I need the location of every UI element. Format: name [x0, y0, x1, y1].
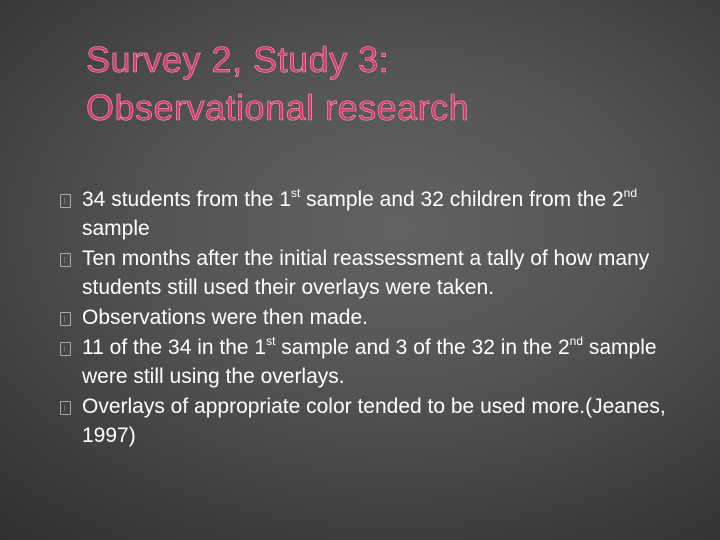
- bullet-text-part: sample were still using the overlays.: [82, 336, 657, 388]
- bullet-text-part: Observations were then made.: [82, 306, 368, 329]
- bullet-text: [82, 306, 368, 329]
- bullet-item: [82, 303, 682, 332]
- square-bullet-icon: [60, 312, 71, 326]
- bullet-list: [82, 185, 682, 451]
- square-bullet-icon: [60, 401, 71, 415]
- bullet-item: [82, 333, 682, 391]
- bullet-text-part: sample and 3 of the 32 in the 2: [275, 336, 570, 359]
- slide-title: [86, 36, 686, 132]
- bullet-text-part: 11 of the 34 in the 1: [82, 336, 267, 359]
- ordinal-suffix: st: [266, 334, 276, 348]
- bullet-text: [82, 188, 637, 240]
- title-line-1: Survey 2, Study 3:: [86, 39, 390, 80]
- bullet-text: [82, 395, 666, 447]
- square-bullet-icon: [60, 342, 71, 356]
- square-bullet-icon: [60, 253, 71, 267]
- bullet-text-part: sample: [82, 217, 150, 240]
- bullet-text-part: Ten months after the initial reassessment a tally of how many students still used their overlays were taken.: [82, 247, 650, 299]
- ordinal-suffix: st: [290, 186, 301, 200]
- ordinal-suffix: nd: [569, 334, 584, 348]
- bullet-text-part: 34 students from the 1: [82, 188, 291, 211]
- bullet-text: [82, 336, 657, 388]
- bullet-text-part: sample and 32 children from the 2: [300, 188, 624, 211]
- bullet-text-part: Overlays of appropriate color tended to be used more.(Jeanes, 1997): [82, 395, 666, 447]
- bullet-item: [82, 185, 682, 243]
- square-bullet-icon: [60, 194, 71, 208]
- bullet-text: [82, 247, 649, 299]
- title-line-2: Observational research: [86, 87, 470, 128]
- bullet-item: [82, 392, 682, 450]
- bullet-item: [82, 244, 682, 302]
- ordinal-suffix: nd: [623, 186, 638, 200]
